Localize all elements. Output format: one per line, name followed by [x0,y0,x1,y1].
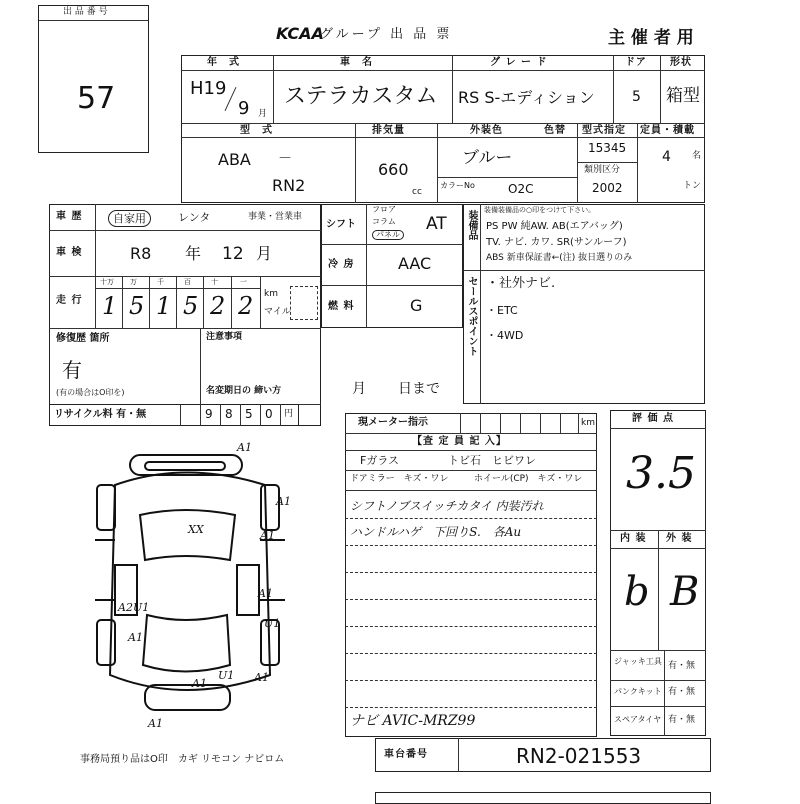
organizer-label: 主 催 者 用 [608,28,694,48]
door-label: ドア [625,57,647,68]
jack-label: ジャッキ工具 [614,657,662,666]
mileage-head-5: 一 [240,278,247,286]
mileage-head-3: 百 [184,278,191,286]
equipment-hint: 装備装備品の○印をつけて下さい。 [484,206,596,214]
grade-label: グ レ ー ド [490,57,548,68]
sales-point-3: ・4WD [486,329,524,342]
damage-mark-2: A1 [276,495,291,508]
chassis-label: 車台番号 [384,749,428,760]
inspection-month: 12 [222,244,244,264]
glass-label: Fガラス [360,454,399,467]
damage-mark-1: A1 [237,441,252,454]
brand-logo: KCAA [276,24,324,43]
damage-mark-3: A1 [260,529,275,542]
sheet-title: グループ 出 品 票 [320,27,453,42]
type-designation: 15345 [588,141,627,155]
equipment-line-1: PS PW 純AW. AB(エアバッグ) [486,221,623,232]
damage-mark-6: A1 [254,671,269,684]
remark-line-1: シフトノブスイッチカタイ 内装汚れ [350,499,544,513]
color-no-label: カラーNo [440,181,475,190]
class-no: 2002 [592,181,623,195]
grade: RS S-エディション [458,88,595,107]
private-use-option: 自家用 [108,210,151,227]
damage-mark-7: U1 [218,669,235,682]
business-option: 事業・営業車 [248,212,303,222]
shape-label: 形状 [670,57,692,68]
damage-mark-11: U1 [264,617,281,630]
repair-value: 有 [62,358,82,382]
sales-point-2: ・ETC [486,304,518,317]
model-month: 9 [238,98,250,119]
mileage-digit-5: 2 [238,292,254,320]
model-month-unit: 月 [258,109,268,119]
interior-label: 内 装 [620,533,647,544]
exterior-label: 外 装 [666,533,693,544]
mileage-digit-2: 1 [156,292,172,320]
score-label: 評 価 点 [632,413,674,424]
capacity: 4 [662,149,671,165]
spare-value: 有・無 [668,715,696,725]
ac-label: 冷 房 [328,259,355,270]
exterior-grade: B [670,569,700,615]
damage-mark-10: A1 [148,717,163,730]
equipment-label: 装備品 [466,210,477,240]
mileage-head-4: 十 [211,278,218,286]
jack-value: 有・無 [668,661,696,671]
model-year: H19 [190,78,227,99]
shift-option-column: コラム [372,217,396,226]
mileage-extra-box [290,286,318,320]
fuel-value: G [410,296,423,315]
repair-note: (有の場合はO印を) [56,388,125,397]
expiry-month: 月 [352,381,366,397]
mileage-digit-3: 5 [183,292,199,320]
mileage-digit-4: 2 [210,292,226,320]
sales-point-1: ・社外ナビ. [486,276,556,291]
shift-label: シフト [326,219,356,230]
wheel-label: ホイール(CP) キズ・ワレ [474,474,583,484]
recycle-digit-1: 8 [225,407,233,421]
color-label: 外装色 [470,125,503,136]
remark-line-2: ハンドルハゲ 下回りS. 各Au [350,525,522,539]
class-label: 類別区分 [584,165,621,175]
mileage-head-1: 万 [130,278,137,286]
fuel-label: 燃 料 [328,301,355,312]
equipment-line-3: ABS 新車保証書←(注) 抜日選りのみ [486,253,633,263]
capacity-unit: 名 [692,151,702,161]
inspection-year: R8 [130,244,152,263]
damage-mark-5: A1 [192,677,207,690]
mirror-label: ドアミラー キズ・ワレ [350,474,449,484]
shift-option-panel: パネル [372,230,404,240]
bottom-table-edge [375,792,711,804]
rental-option: レンタ [178,211,211,224]
mileage-digit-0: 1 [102,292,118,320]
notes-label: 注意事項 [206,332,243,342]
mileage-head-2: 千 [157,278,164,286]
shift-value: AT [426,214,447,234]
ac-value: AAC [398,254,432,273]
lot-number: 57 [77,81,116,116]
damage-mark-9: XX [188,523,204,536]
expiry-label: 名変期日の 締い方 [206,386,282,396]
displacement: 660 [378,160,409,179]
damage-mark-4: A1 [258,587,273,600]
chassis-number: RN2-021553 [516,744,642,768]
capacity-label: 定員・積載 [640,125,695,136]
inspection-year-unit: 年 [185,244,202,263]
mileage-unit-km: km [264,289,278,299]
puncture-label: パンクキット [614,687,662,696]
score-value: 3.5 [626,448,696,499]
sales-points-label: セールスポイント [466,276,477,356]
lot-number-label: 出 品 番 号 [63,7,108,17]
recycle-label: リサイクル料 有・無 [54,409,147,420]
repair-label: 修復歴 箇所 [56,333,110,344]
damage-mark-12: A1 [128,631,143,644]
inspection-month-unit: 月 [256,244,273,263]
type-prefix: ABA [218,150,251,169]
displacement-unit: cc [412,187,422,197]
shape: 箱型 [666,86,700,106]
inspector-title: 【査 定 員 記 入】 [412,436,507,447]
type-dash: － [278,151,292,167]
expiry-day: 日まで [398,381,440,397]
color-change-label: 色替 [544,125,566,136]
car-name-label: 車 名 [340,57,373,68]
recycle-digit-2: 5 [245,407,253,421]
recycle-digit-3: 0 [265,407,273,421]
glass-options: トビ石 ヒビワレ [448,454,536,467]
mileage-unit-mile: マイル [264,307,291,317]
color-value: ブルー [462,148,513,168]
type-label: 型 式 [240,125,273,136]
history-label: 車 歴 [56,211,83,222]
puncture-value: 有・無 [668,687,696,697]
interior-grade: b [624,569,650,615]
recycle-unit: 円 [284,409,294,419]
doors: 5 [632,89,641,105]
type-designation-label: 型式指定 [582,125,626,136]
car-name: ステラカスタム [284,84,438,109]
mileage-head-0: 十万 [100,278,114,286]
displacement-label: 排気量 [372,125,405,136]
office-note: 事務局預り品はO印 カギ リモコン ナビロム [80,754,285,765]
meter-label: 現メーター指示 [358,417,428,428]
equipment-line-2: TV. ナビ. カワ. SR(サンルーフ) [486,237,627,248]
navi-note: ナビ AVIC-MRZ99 [350,713,476,729]
type-code: RN2 [272,176,306,195]
load-unit: トン [683,181,702,191]
mileage-label: 走 行 [56,295,83,306]
meter-unit: km [581,418,595,428]
color-no: O2C [508,182,534,196]
inspection-label: 車 検 [56,247,83,258]
mileage-digit-1: 5 [129,292,145,320]
spare-label: スペアタイヤ [614,715,662,724]
shift-option-floor: フロア [372,205,396,214]
recycle-digit-0: 9 [205,407,213,421]
lot-number-box [38,5,149,153]
year-label: 年 式 [207,57,240,68]
damage-mark-8: A2U1 [118,601,150,614]
